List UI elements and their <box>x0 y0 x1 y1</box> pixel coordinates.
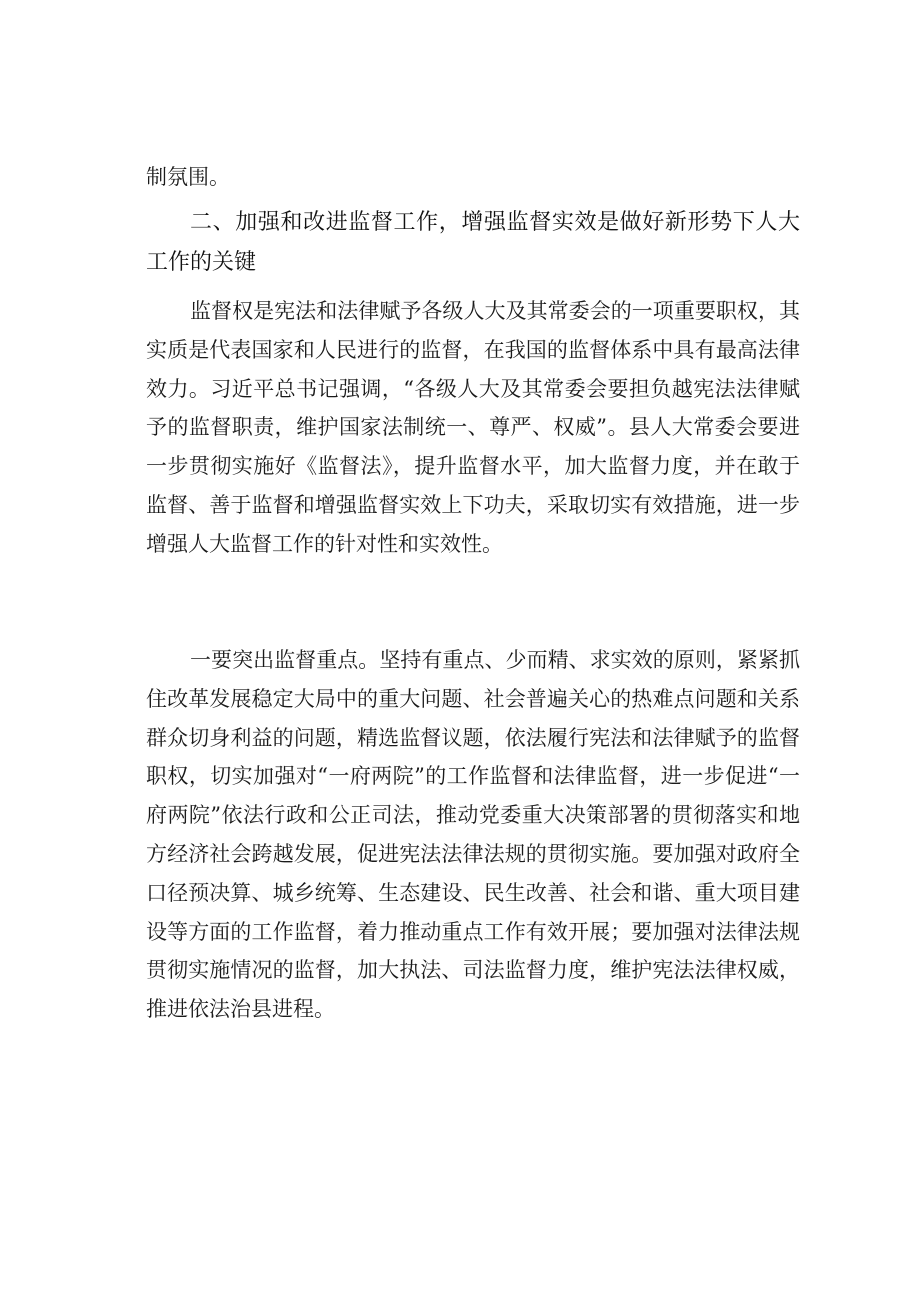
continuation-text: 制氛围。 <box>146 165 230 189</box>
section-heading: 二、加强和改进监督工作，增强监督实效是做好新形势下人大工作的关键 <box>146 210 800 275</box>
paragraph-supervision-focus: 一要突出监督重点。坚持有重点、少而精、求实效的原则，紧紧抓住改革发展稳定大局中的重大问题、社会普遍关心的热难点问题和关系群众切身利益的问题，精选监督议题，依法履行宪法和法律赋予的监督职权，切实加强对“一府两院”的工作监督和法律监督，进一步促进“一府两院”依法行政和公正司法，推动党委重大决策部署的贯彻落实和地方经济社会跨越发展，促进宪法法律法规的贯彻实施。要加强对政府全口径预决算、城乡统筹、生态建设、民生改善、社会和谐、重大项目建设等方面的工作监督，着力推动重点工作有效开展；要加强对法律法规贯彻实施情况的监督，加大执法、司法监督力度，维护宪法法律权威，推进依法治县进程。 <box>146 648 800 1022</box>
paragraph-supervision-power: 监督权是宪法和法律赋予各级人大及其常委会的一项重要职权，其实质是代表国家和人民进行的监督，在我国的监督体系中具有最高法律效力。习近平总书记强调，“各级人大及其常委会要担负越宪法法律赋予的监督职责，维护国家法制统一、尊严、权威”。县人大常委会要进一步贯彻实施好《监督法》，提升监督水平，加大监督力度，并在敢于监督、善于监督和增强监督实效上下功夫，采取切实有效措施，进一步增强人大监督工作的针对性和实效性。 <box>146 299 800 556</box>
